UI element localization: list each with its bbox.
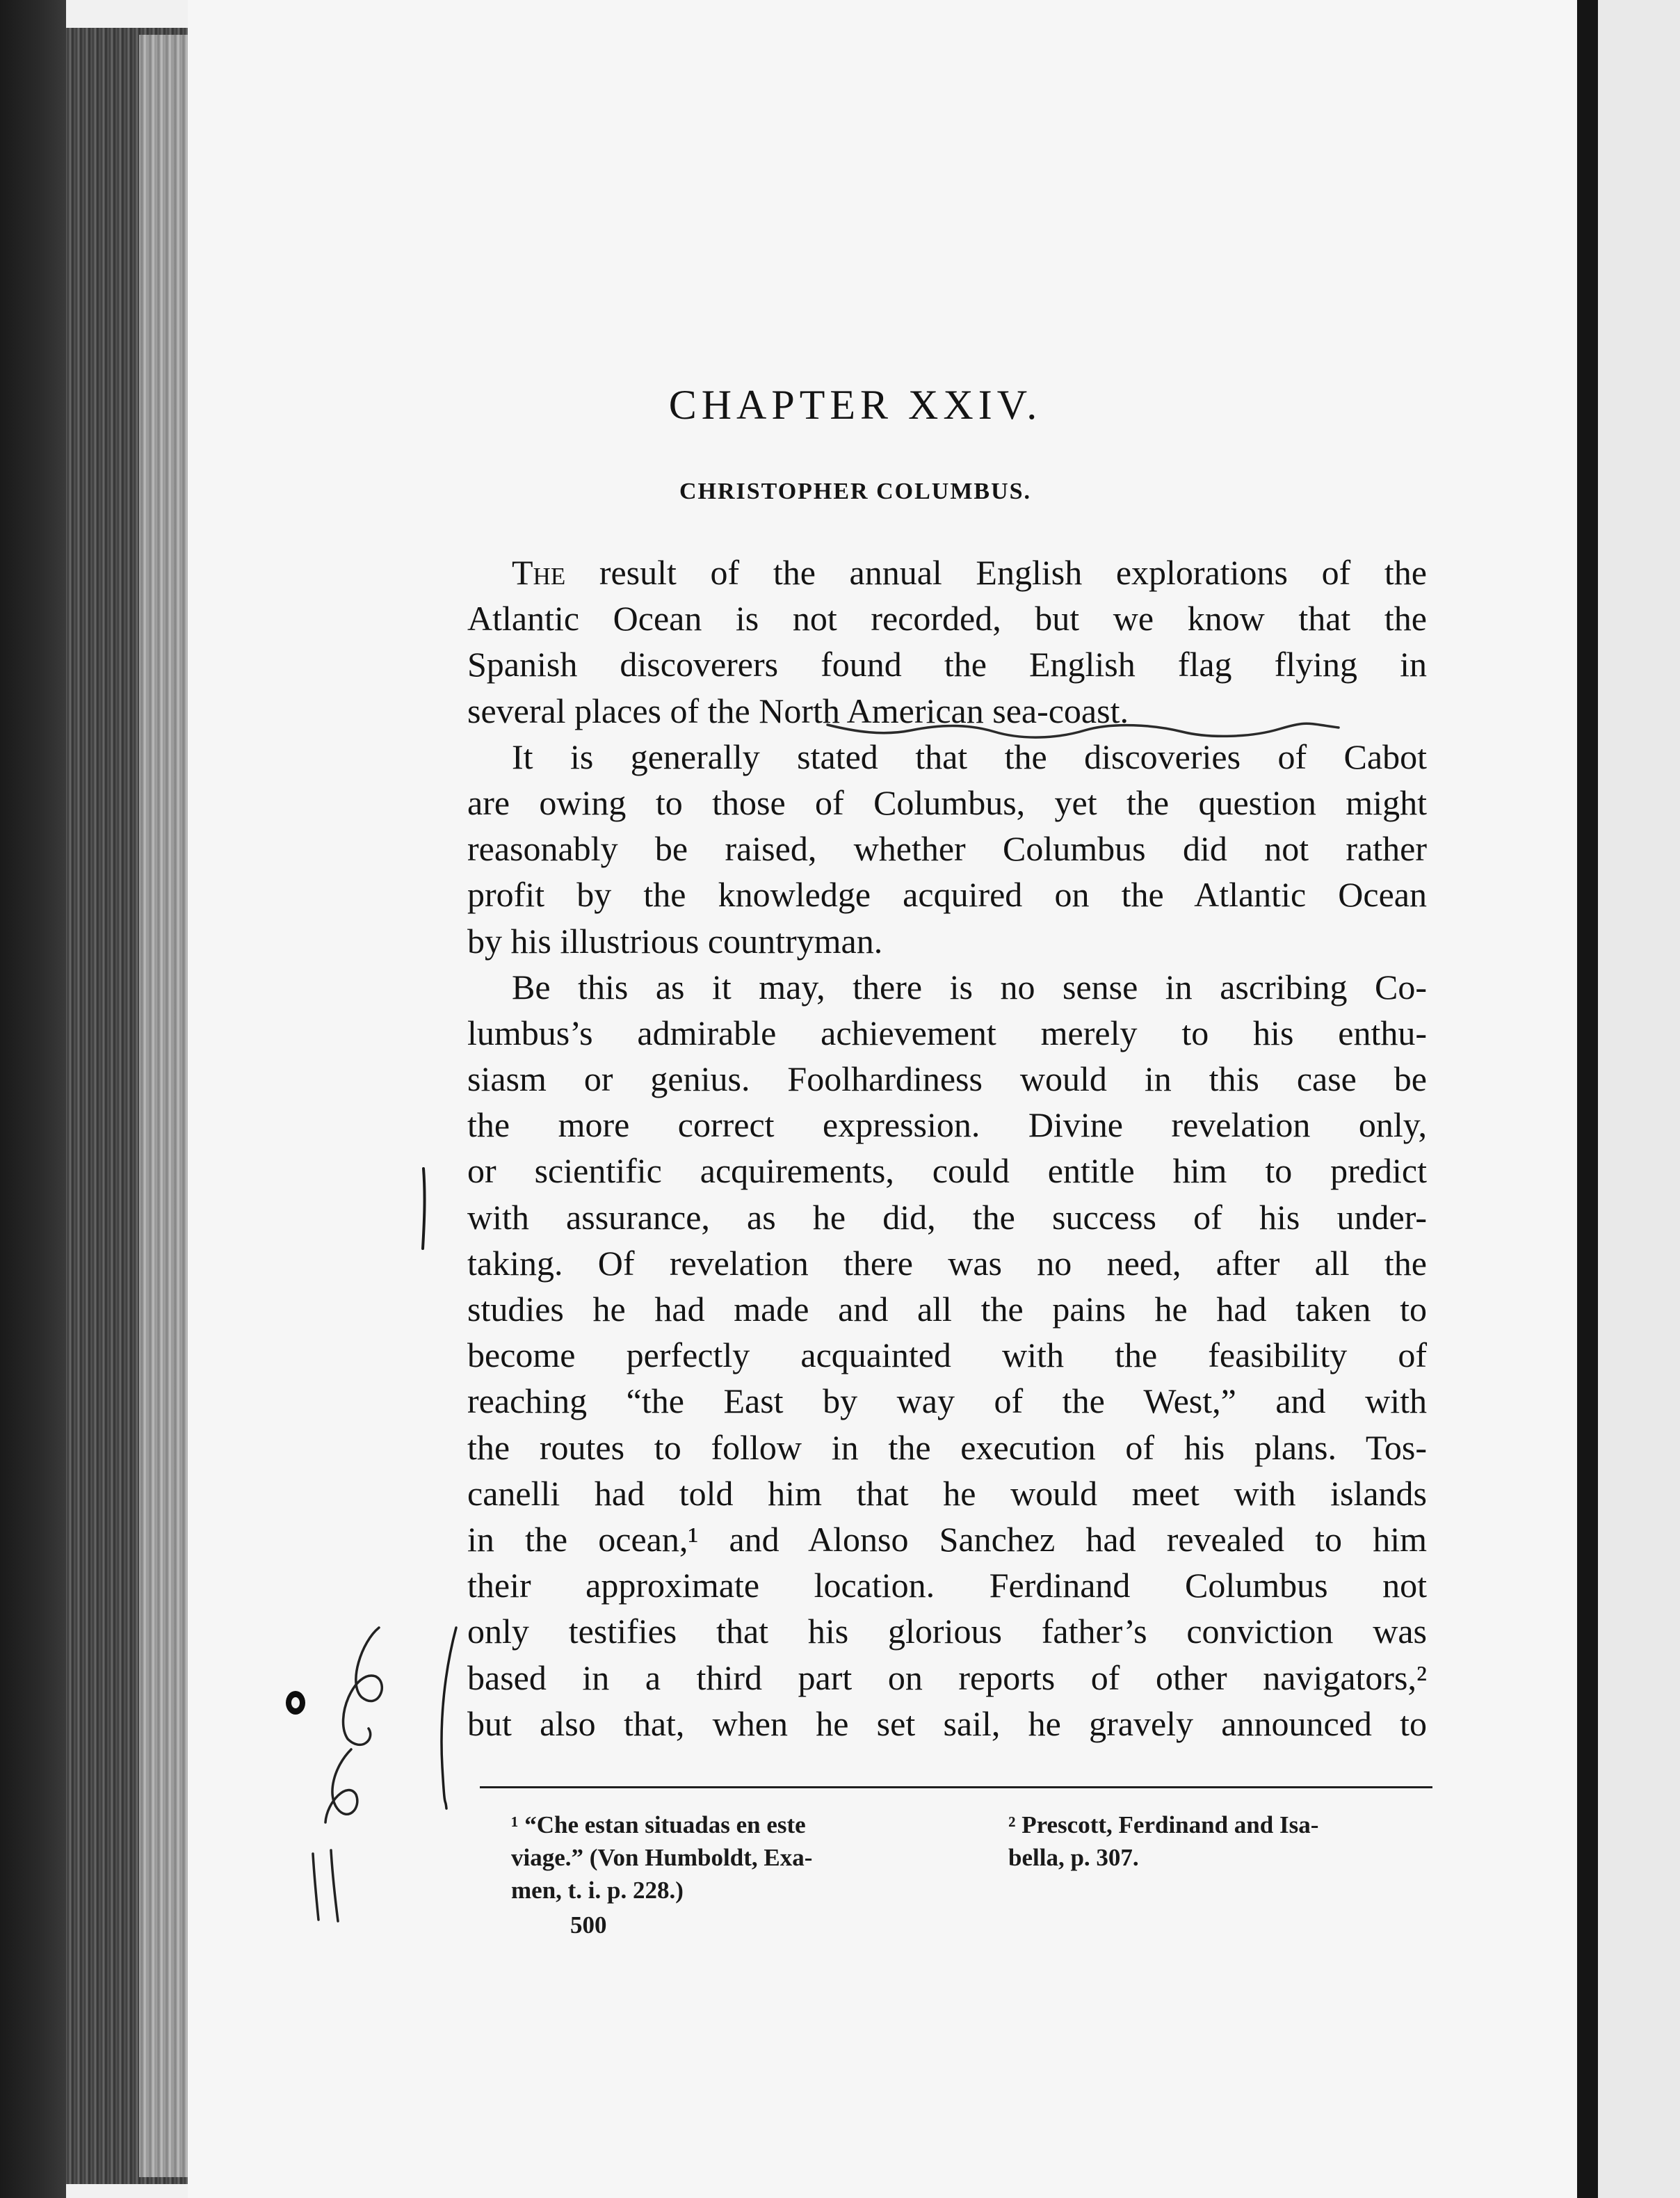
chapter-title: CHAPTER XXIV. [668,382,1042,428]
text-line: but also that, when he set sail, he gravely announced to [467,1703,1427,1743]
text-line: several places of the North American sea-coast. [467,691,1129,730]
text-line [467,550,1427,595]
footnote-line: ¹ “Che estan situadas en este [511,1811,806,1838]
text-line: studies he had made and all the pains he had taken to [467,1290,1427,1329]
text-line: Spanish discoverers found the English flag flying in [467,645,1427,684]
text-line: reaching “the East by way of the West,” and with [467,1381,1427,1421]
text-line: canelli had told him that he would meet with islands [467,1473,1427,1513]
footnote-line: ² Prescott, Ferdinand and Isa- [1008,1811,1319,1838]
text-line: siasm or genius. Foolhardiness would in this case be [467,1059,1427,1099]
facing-page-sliver [1598,0,1680,2198]
text-line: Be this as it may, there is no sense in ascribing Co- [512,967,1427,1006]
text-line: lumbus’s admirable achievement merely to his enthu- [467,1013,1427,1052]
text-line: the more correct expression. Divine revelation only, [467,1105,1427,1145]
text-line: or scientific acquirements, could entitle him to predict [467,1151,1427,1191]
text-line: their approximate location. Ferdinand Columbus not [467,1566,1427,1605]
text-line: the routes to follow in the execution of his plans. Tos- [467,1427,1427,1467]
footnote-1 [511,1808,812,1907]
text-line-content: result of the annual English explorations of the [565,553,1427,592]
text-line: are owing to those of Columbus, yet the question might [467,783,1427,822]
text-line: Atlantic Ocean is not recorded, but we know that the [467,599,1427,639]
text-line: taking. Of revelation there was no need, after all the [467,1243,1427,1283]
page-block-edge-highlight [139,35,188,2177]
text-line: profit by the knowledge acquired on the Atlantic Ocean [467,875,1427,915]
text-line: with assurance, as he did, the success of his under- [467,1197,1427,1237]
text-line: reasonably be raised, whether Columbus did not rather [467,829,1427,869]
page-number: 500 [570,1911,607,1939]
text-line: in the ocean,¹ and Alonso Sanchez had revealed to him [467,1519,1427,1559]
footnote-line: men, t. i. p. 228.) [511,1877,684,1904]
text-line: It is generally stated that the discoveries of Cabot [512,737,1427,776]
text-line: based in a third part on reports of other navigators,² [467,1658,1427,1697]
lead-word: The [512,553,566,592]
footnote-line: bella, p. 307. [1008,1844,1139,1871]
text-line: become perfectly acquainted with the feasibility of [467,1335,1427,1375]
body-text [467,550,1427,1747]
binding-gutter [1577,0,1598,2198]
footnote-rule [480,1786,1432,1788]
scan-border-left [0,0,66,2198]
text-line: by his illustrious countryman. [467,921,883,961]
footnote-line: viage.” (Von Humboldt, Exa- [511,1844,813,1871]
text-line: only testifies that his glorious father’s conviction was [467,1612,1427,1651]
footnote-2 [1008,1808,1318,1874]
chapter-subtitle: CHRISTOPHER COLUMBUS. [679,479,1032,504]
